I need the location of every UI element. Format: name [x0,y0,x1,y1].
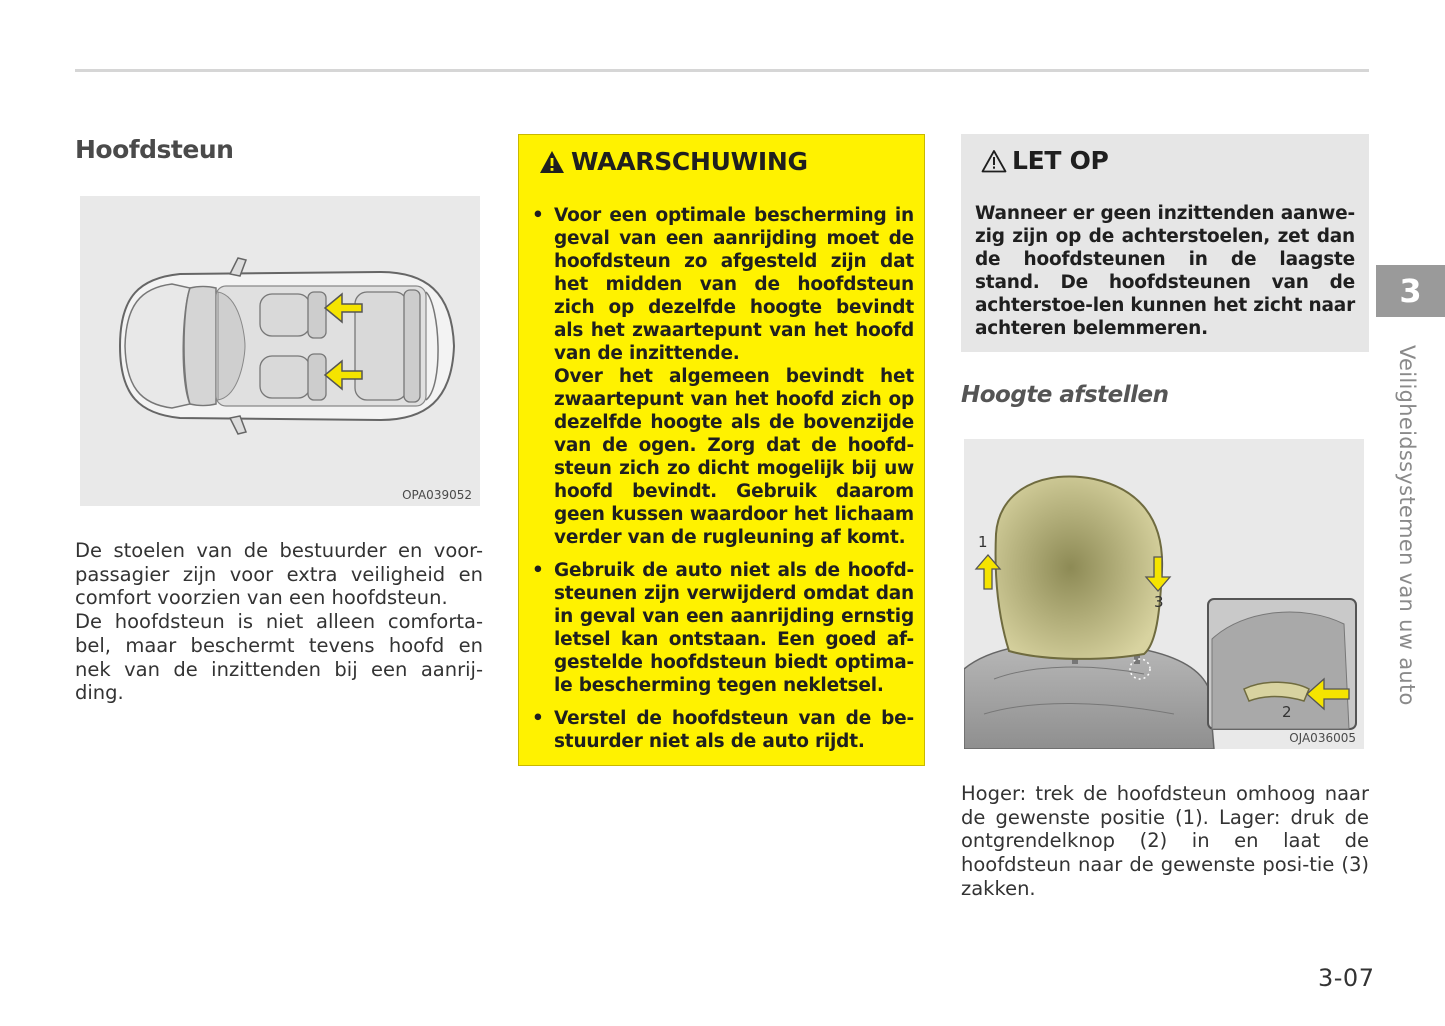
warning-box [518,134,925,766]
caution-text: Wanneer er geen inzittenden aanwe-zig zijn op de achterstoelen, zet dan de hoofdsteunen in de laagste stand. De hoofdsteunen van de achterstoe-len kunnen het zicht naar achteren belemmeren. [975,203,1355,339]
warning-list [530,204,914,763]
figure-code: OPA039052 [402,488,472,502]
subsection-title: Hoogte afstellen [961,382,1169,408]
headrest-illustration [964,439,1364,749]
warning-item [530,204,914,549]
warning-item-text: Over het algemeen bevindt het zwaartepunt van het hoofd zich op dezelfde hoogte als de bovenzijde van de ogen. Zorg dat de hoofd-steun zich zo dicht mogelijk bij uw hoofd bevindt. Gebruik daarom geen kussen waardoor het lichaam verder van de rugleuning af komt. [554,366,914,548]
warning-item-text: Voor een optimale bescherming in geval van een aanrijding moet de hoofdsteun zo afgesteld zijn dat het midden van de hoofdsteun zich op dezelfde hoogte bevindt als het zwaartepunt van het hoofd van de inzittende. [554,205,914,364]
caution-title: LET OP [1012,146,1109,175]
page-number: 3-07 [1318,964,1375,992]
caution-box [961,134,1369,352]
figure-code: OJA036005 [1289,731,1356,745]
car-top-view-figure [80,196,480,506]
warning-triangle-icon [539,150,565,174]
header-rule [75,69,1369,72]
warning-header [539,147,808,176]
caution-triangle-icon [981,149,1007,173]
warning-item: • Verstel de hoofdsteun van de be-stuurder niet als de auto rijdt. [530,707,914,753]
chapter-title: Veiligheidssystemen van uw auto [1395,345,1419,706]
label-down: 3 [1154,593,1164,611]
label-up: 1 [978,533,988,551]
chapter-tab: 3 [1376,265,1445,317]
headrest-adjust-figure [964,439,1364,749]
section-title: Hoofdsteun [75,135,234,164]
warning-item: • Gebruik de auto niet als de hoofd-steunen zijn verwijderd omdat dan in geval van een aanrijding ernstig letsel kan ontstaan. Een goed af-gestelde hoofdsteun biedt optima-le bescherming tegen nekletsel. [530,559,914,697]
intro-text [75,539,483,705]
intro-paragraph-1: De stoelen van de bestuurder en voor-passagier zijn voor extra veiligheid en comfort voorzien van een hoofdsteun. [75,539,483,610]
label-release: 2 [1282,703,1292,721]
adjust-instructions: Hoger: trek de hoofdsteun omhoog naar de gewenste positie (1). Lager: druk de ontgrendelknop (2) in en laat de hoofdsteun naar de gewenste posi-tie (3) zakken. [961,782,1369,900]
warning-title: WAARSCHUWING [571,147,808,176]
car-top-view-illustration [80,196,480,506]
caution-header [981,146,1109,175]
intro-paragraph-2: De hoofdsteun is niet alleen comforta-bel, maar beschermt tevens hoofd en nek van de inzittenden bij een aanrij-ding. [75,610,483,705]
